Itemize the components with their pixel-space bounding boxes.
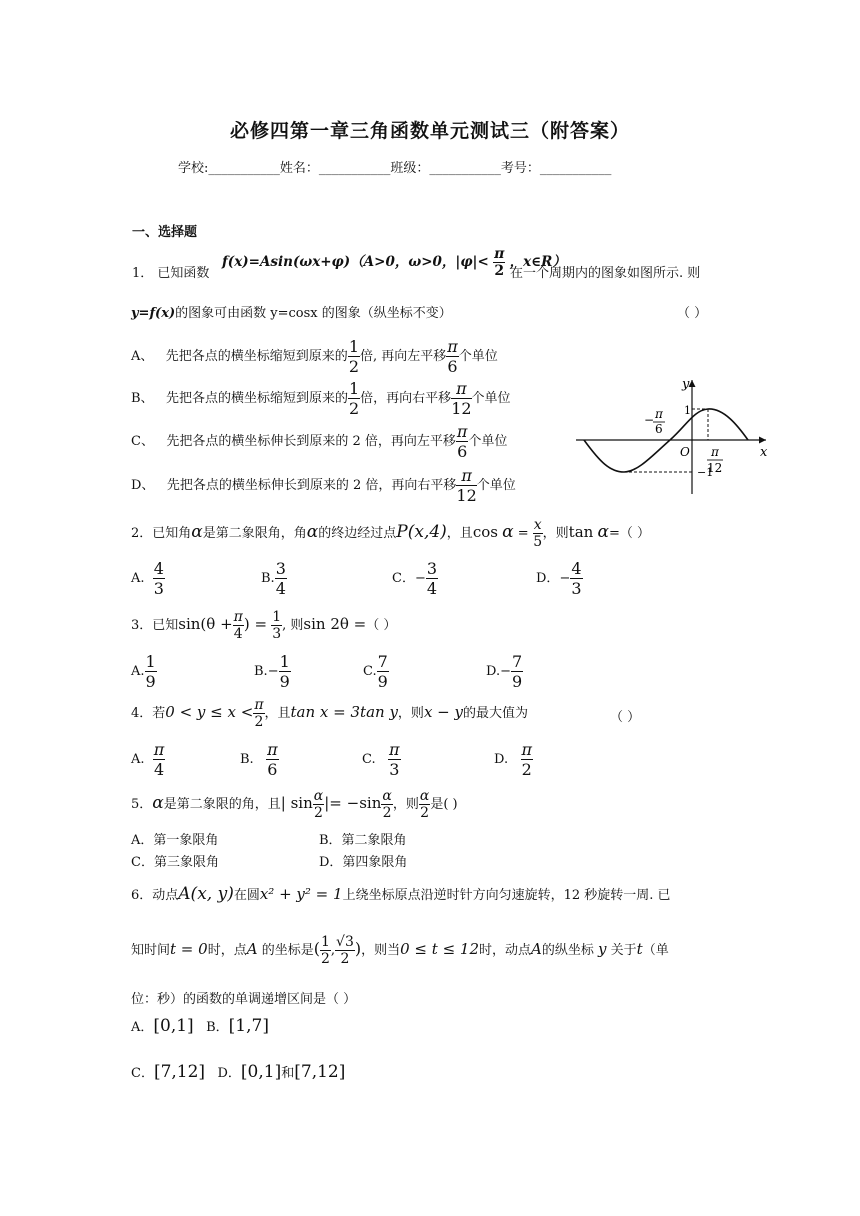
neg-pi6-num: π: [655, 407, 663, 421]
q3-option-d: D.− $\frac{7}{9}$: [486, 652, 523, 691]
q3-stem: 3．已知sin(θ + $\frac{\pi}{4}$ ) = $\frac{1}{3}$ , 则sin 2θ =（ ）: [131, 609, 397, 642]
q1-function-formula: f(x)=Asin(ωx+φ)（A>0，ω>0，|φ|< $\frac{\pi}{2}$ ，x∈R）: [222, 246, 566, 279]
neg-pi6-minus: −: [644, 413, 655, 427]
q1-answer-paren: （ ）: [677, 306, 708, 321]
x-label: x: [760, 445, 768, 460]
q4-stem: 4．若0 < y ≤ x < $\frac{\pi}{2}$ ，且tan x = 3tan y，则x − y的最大值为: [131, 697, 528, 730]
q1-line2: y=f(x)的图象可由函数 y=cosx 的图象（纵坐标不变）: [131, 306, 452, 321]
q3-option-b: B.− $\frac{1}{9}$: [254, 652, 290, 691]
neg-pi6-den: 6: [655, 422, 663, 436]
q1-option-b: B、 先把各点的横坐标缩短到原来的 $\frac{1}{2}$ 倍，再向右平移 $\frac{\pi}{12}$ 个单位: [131, 379, 511, 418]
q1-option-d: D、 先把各点的横坐标伸长到原来的 2 倍，再向右平移 $\frac{\pi}{12}$ 个单位: [131, 466, 516, 505]
q1-lead: 1． 已知函数: [132, 266, 210, 281]
origin-label: O: [680, 445, 690, 459]
q4-option-d: D. $\frac{\pi}{2}$: [494, 740, 533, 779]
q1-sine-graph: [570, 372, 780, 498]
q4-answer-paren: （ ）: [610, 710, 641, 725]
q1-trail: 在一个周期内的图象如图所示. 则: [510, 266, 701, 281]
q2-option-c: C．− $\frac{3}{4}$: [392, 559, 438, 598]
q5-option-b: B．第二象限角: [319, 833, 407, 848]
q5-option-a: A．第一象限角: [131, 833, 219, 848]
q5-option-d: D．第四象限角: [319, 855, 408, 870]
pi12-num: π: [711, 445, 719, 459]
q2-stem: 2．已知角α是第二象限角，角α的终边经过点P(x,4)，且cos α = $\frac{x}{5}$ ，则tan α=（ ）: [131, 517, 650, 550]
q6-line2: 知时间t = 0时，点A 的坐标是( $\frac{1}{2}$ , $\frac{√3}{2}$ )，则当0 ≤ t ≤ 12时，动点A的纵坐标 y 关于t（单: [131, 934, 669, 967]
pi12-den: 12: [707, 461, 723, 475]
page-title: 必修四第一章三角函数单元测试三（附答案）: [229, 120, 630, 142]
section-heading: 一、选择题: [132, 225, 198, 240]
q4-option-b: B. $\frac{\pi}{6}$: [240, 740, 278, 779]
q4-option-c: C. $\frac{\pi}{3}$: [362, 740, 400, 779]
q4-option-a: A. $\frac{\pi}{4}$: [131, 740, 165, 779]
q3-option-a: A. $\frac{1}{9}$: [131, 652, 156, 691]
q5-option-c: C．第三象限角: [131, 855, 219, 870]
q6-options-ab: A．[0,1] B．[1,7]: [131, 1016, 269, 1036]
q6-options-cd: C．[7,12] D．[0,1]和[7,12]: [131, 1062, 346, 1082]
q2-option-a: A. $\frac{4}{3}$: [131, 559, 164, 598]
q3-option-c: C. $\frac{7}{9}$: [363, 652, 388, 691]
q6-line3: 位：秒）的函数的单调递增区间是（ ）: [131, 992, 357, 1007]
neg-one-label: −1: [697, 466, 714, 479]
one-label: 1: [684, 404, 691, 417]
q2-option-d: D．− $\frac{4}{3}$: [536, 559, 582, 598]
q1-option-c: C、 先把各点的横坐标伸长到原来的 2 倍，再向左平移 $\frac{\pi}{6}$ 个单位: [131, 422, 508, 461]
q6-line1: 6．动点A(x, y)在圆x² + y² = 1上绕坐标原点沿逆时针方向匀速旋转，12 秒旋转一周. 已: [131, 884, 671, 904]
q2-option-b: B. $\frac{3}{4}$: [261, 559, 286, 598]
q5-stem: 5．α是第二象限的角，且| sin $\frac{\alpha}{2}$ |= −sin $\frac{\alpha}{2}$ ，则 $\frac{\alpha}{2}$ 是( ): [131, 788, 458, 821]
q1-option-a: A、 先把各点的横坐标缩短到原来的 $\frac{1}{2}$ 倍, 再向左平移 $\frac{\pi}{6}$ 个单位: [131, 337, 498, 376]
student-info-line: 学校:___________姓名：___________班级：___________考号：___________: [178, 161, 612, 176]
y-label: y: [682, 377, 690, 392]
